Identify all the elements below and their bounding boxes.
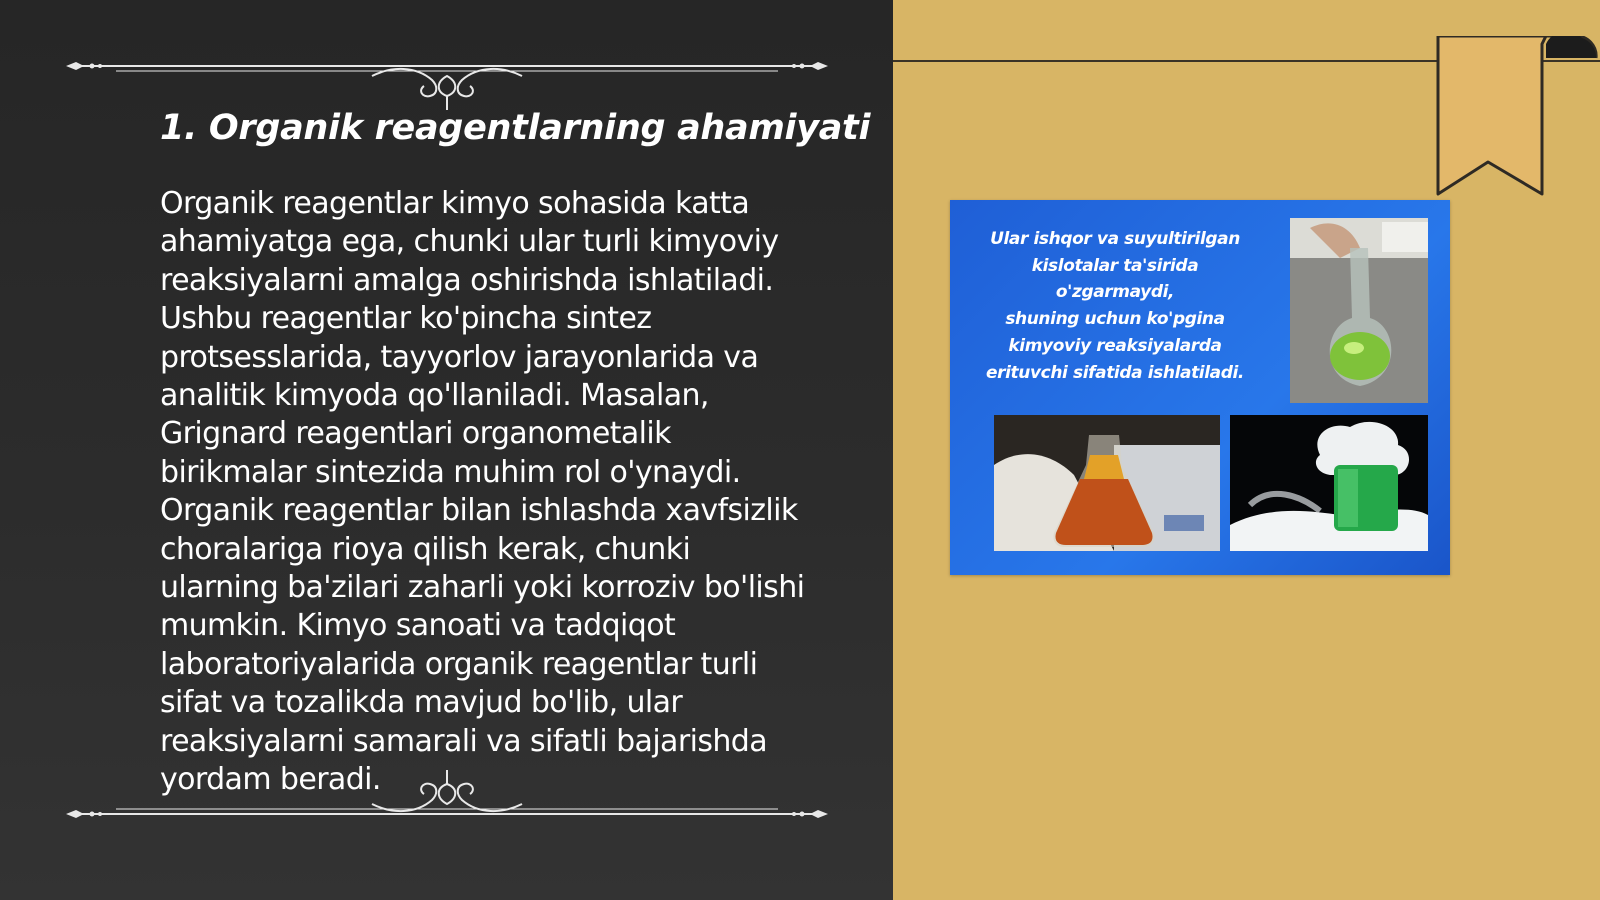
top-ornament-divider bbox=[66, 50, 828, 110]
image-caption: Ular ishqor va suyultirilgan kislotalar ta'sirida o'zgarmaydi, shuning uchun ko'pgina kimyoviy reaksiyalarda erituvchi sifatida ishlatiladi. bbox=[986, 229, 1244, 383]
beaker-green-smoke-photo bbox=[1230, 415, 1428, 551]
slide-title: 1. Organik reagentlarning ahamiyati bbox=[160, 108, 871, 148]
bottom-ornament-divider bbox=[66, 770, 828, 830]
flask-orange-liquid-photo bbox=[994, 415, 1220, 551]
flask-green-liquid-photo bbox=[1290, 218, 1428, 403]
bookmark-icon bbox=[1434, 36, 1600, 198]
body-paragraph: Organik reagentlar kimyo sohasida katta ahamiyatga ega, chunki ular turli kimyoviy reaksiyalarni amalga oshirishda ishlatiladi. Ushbu reagentlar ko'pincha sintez protsesslarida, tayyorlov jarayonlarida va analitik kimyoda qo'llaniladi. Masalan, Grignard reagentlari organometalik birikmalar sintezida muhim rol o'ynaydi. Organik reagentlar bilan ishlashda xavfsizlik choralariga rioya qilish kerak, chunki ularning ba'zilari zaharli yoki korroziv bo'lishi mumkin. Kimyo sanoati va tadqiqot laboratoriyalarida organik reagentlar turli sifat va tozalikda mavjud bo'lib, ular reaksiyalarni samarali va sifatli bajarishda yordam beradi. bbox=[160, 186, 805, 798]
chemistry-image-card bbox=[950, 200, 1450, 575]
